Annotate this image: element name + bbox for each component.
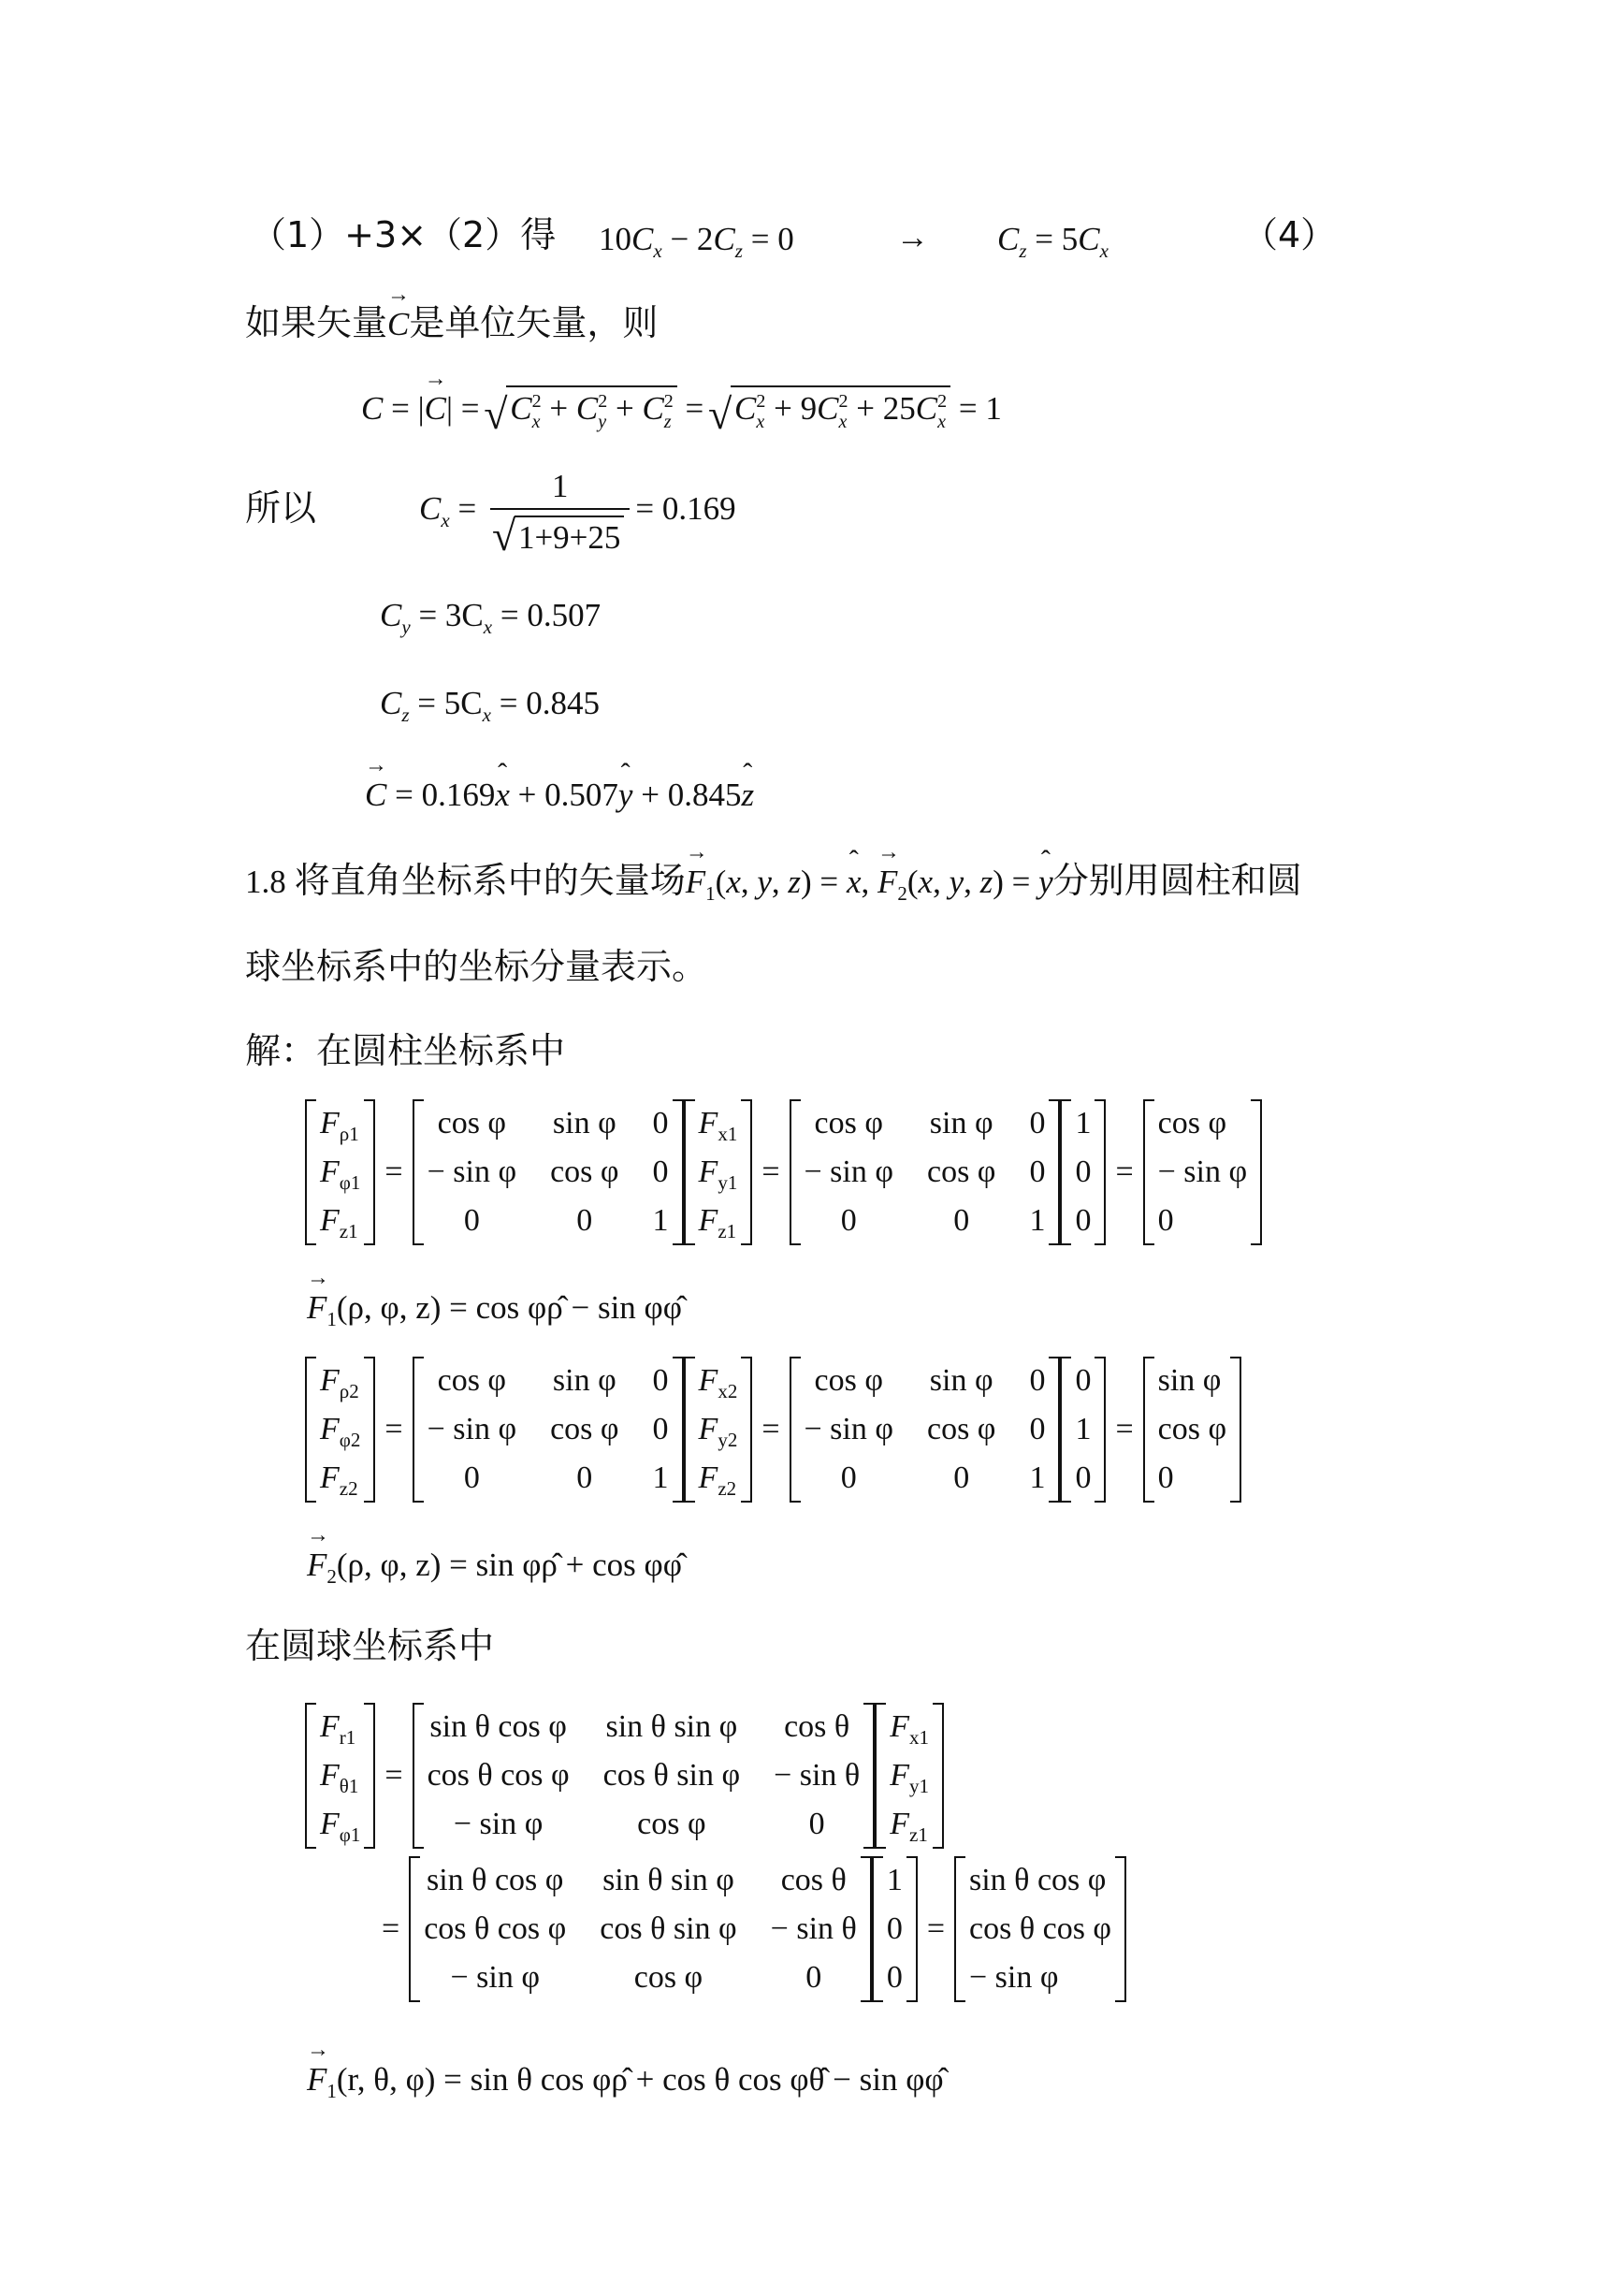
f1-cylindrical: → $F_1(\rho$, φ, z) = cos φρ̂ − sin φφ̂ xyxy=(307,1291,682,1324)
equation-4-right: $C_z = 5C_x$ xyxy=(997,221,1109,262)
cartesian-vector: $F_{x1}$ $F_{y1}$ $F_{z1}$ xyxy=(684,1099,753,1245)
rotation-matrix: sin θ cos φ sin θ sin φ cos θ cos θ cos φ cos θ sin φ − sin θ − sin φ cos φ 0 xyxy=(413,1703,876,1849)
lhs-vector: $F_{\rho 1}$ $F_{\varphi 1}$ $F_{z1}$ xyxy=(305,1099,375,1245)
spherical-matrix-eq-1-cont: = sin θ cos φ sin θ sin φ cos θ cos θ cos φ cos θ sin φ − sin θ − sin φ cos φ 0 1 0 0 = sin θ cos φ cos θ cos φ − sin φ xyxy=(372,1856,1126,2002)
problem-statement: 1.8 将直角坐标系中的矢量场→ $F_1(x$, y, z) = ˆ x, → $F_2(x$, y, z) = ˆ y分别用圆柱和圆 xyxy=(245,863,1302,898)
equation-tag: （4） xyxy=(1242,214,1337,255)
therefore-label: 所以 xyxy=(245,487,317,529)
cartesian-vector: $F_{x1}$ $F_{y1}$ $F_{z1}$ xyxy=(875,1703,944,1849)
cylindrical-matrix-eq-1: $F_{\rho 1}$ $F_{\varphi 1}$ $F_{z1}$ = cos φ sin φ 0 − sin φ cos φ 0 0 0 1 $F_{x1}$ $F_{y1}$ $F_{z1}$ = cos φ sin φ 0 − sin φ cos φ 0 0 0 1 1 0 0 = cos φ − sin φ 0 xyxy=(305,1099,1262,1245)
unit-vector: 1 0 0 xyxy=(872,1856,918,2002)
arrow: → xyxy=(896,219,929,255)
lhs-vector: $F_{r1}$ $F_{\theta 1}$ $F_{\varphi 1}$ xyxy=(305,1703,375,1849)
result-vector: cos φ − sin φ 0 xyxy=(1143,1099,1262,1245)
c-vector-equation: → C = 0.169ˆ x + 0.507ˆ y + 0.845ˆ z xyxy=(365,778,754,811)
cz-equation: $C_z = 5C_x = 0.845$ xyxy=(380,685,600,726)
equation-4-left: $10C_x - 2C_z = 0$ xyxy=(599,221,794,262)
problem-statement-cont: 球坐标系中的坐标分量表示。 xyxy=(245,946,708,987)
rotation-matrix: cos φ sin φ 0 − sin φ cos φ 0 0 0 1 xyxy=(790,1099,1061,1245)
magnitude-equation: C = |→ C| = √ C 2 x + C 2 y + C 2 z = √ C 2 x + 9C 2 x + 25C 2 x = 1 xyxy=(361,385,1002,432)
spherical-label: 在圆球坐标系中 xyxy=(245,1625,495,1666)
cylindrical-matrix-eq-2: $F_{\rho 2}$ $F_{\varphi 2}$ $F_{z2}$ = cos φ sin φ 0 − sin φ cos φ 0 0 0 1 $F_{x2}$ $F_{y2}$ $F_{z2}$ = cos φ sin φ 0 − sin φ cos φ 0 0 0 1 0 1 0 = sin φ cos φ 0 xyxy=(305,1357,1241,1503)
f1-spherical: → $F_1(r$, θ, φ) = sin θ cos φρ̂ + cos θ cos φθ̂ − sin φφ̂ xyxy=(307,2063,944,2096)
lhs-vector: $F_{\rho 2}$ $F_{\varphi 2}$ $F_{z2}$ xyxy=(305,1357,375,1503)
unit-vector: 1 0 0 xyxy=(1060,1099,1106,1245)
rotation-matrix: cos φ sin φ 0 − sin φ cos φ 0 0 0 1 xyxy=(413,1357,684,1503)
cx-equation: $C_x$ = 1 √ 1+9+25 = 0.169 xyxy=(419,470,736,554)
result-vector: sin θ cos φ cos θ cos φ − sin φ xyxy=(954,1856,1126,2002)
f2-cylindrical: → $F_2(\rho$, φ, z) = sin φρ̂ + cos φφ̂ xyxy=(307,1548,682,1581)
step-prefix: （1）+3×（2）得 xyxy=(251,214,557,255)
rotation-matrix: cos φ sin φ 0 − sin φ cos φ 0 0 0 1 xyxy=(413,1099,684,1245)
cartesian-vector: $F_{x2}$ $F_{y2}$ $F_{z2}$ xyxy=(684,1357,753,1503)
rotation-matrix: cos φ sin φ 0 − sin φ cos φ 0 0 0 1 xyxy=(790,1357,1061,1503)
result-vector: sin φ cos φ 0 xyxy=(1143,1357,1241,1503)
spherical-matrix-eq-1: $F_{r1}$ $F_{\theta 1}$ $F_{\varphi 1}$ = sin θ cos φ sin θ sin φ cos θ cos θ cos φ cos θ sin φ − sin θ − sin φ cos φ 0 $F_{x1}$ $F_{y1}$ $F_{z1}$ xyxy=(305,1703,944,1849)
cy-equation: $C_y = 3C_x = 0.507$ xyxy=(380,597,602,638)
equation-line-1 xyxy=(251,214,557,255)
rotation-matrix: sin θ cos φ sin θ sin φ cos θ cos θ cos φ cos θ sin φ − sin θ − sin φ cos φ 0 xyxy=(409,1856,872,2002)
unit-vector: 0 1 0 xyxy=(1060,1357,1106,1503)
unit-vector-sentence: 如果矢量→ C是单位矢量，则 xyxy=(245,305,658,341)
solution-label: 解：在圆柱坐标系中 xyxy=(245,1030,566,1071)
